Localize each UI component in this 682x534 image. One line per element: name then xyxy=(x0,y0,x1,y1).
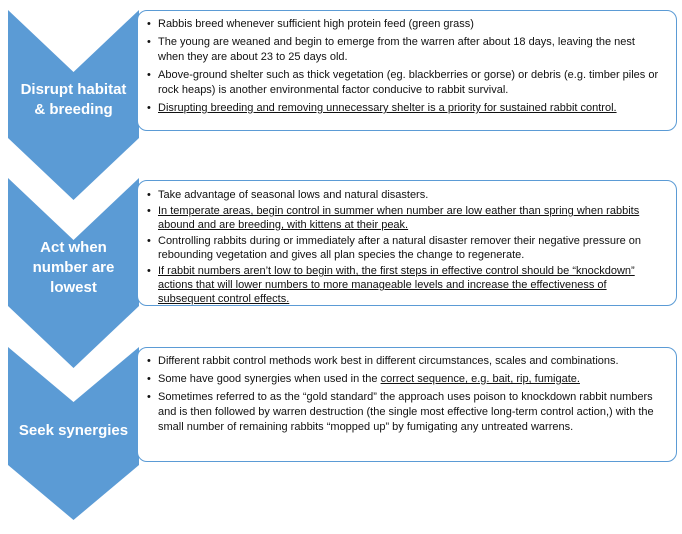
step-3-label: Seek synergies xyxy=(18,422,129,439)
chevron-step-2 xyxy=(8,178,139,368)
step-1-label: Disrupt habitat & breeding xyxy=(20,81,127,118)
bullet-item: • Sometimes referred to as the “gold standard” the approach uses poison to knockdown rabbit numbers and is then followed by warren destruction (the single most effective long-term control action,) with the small number of remaining rabbits “mopped up” by fumigating any untreated warrens. xyxy=(146,390,664,435)
bullet-item: • Some have good synergies when used in the correct sequence, e.g. bait, rip, fumigate. xyxy=(146,372,664,387)
step-3-bullet-list xyxy=(146,354,664,435)
chevron-step-3 xyxy=(8,347,139,520)
step-3-text-box xyxy=(137,347,677,462)
bullet-item: • Above-ground shelter such as thick vegetation (eg. blackberries or gorse) or debris (e.g. timber piles or rock heaps) is another environmental factor conducive to rabbit survival. xyxy=(146,68,664,98)
step-2-text-box xyxy=(137,180,677,306)
step-2-bullet-list xyxy=(146,188,664,306)
bullet-item: • Controlling rabbits during or immediately after a natural disaster remover their negative pressure on rebounding vegetation and gives all plan species the change to regenerate. xyxy=(146,234,664,262)
step-1-bullet-list xyxy=(146,17,664,116)
bullet-item: • Rabbis breed whenever sufficient high protein feed (green grass) xyxy=(146,17,664,32)
bullet-item: • Different rabbit control methods work best in different circumstances, scales and combinations. xyxy=(146,354,664,369)
bullet-item: • Disrupting breeding and removing unnecessary shelter is a priority for sustained rabbit control. xyxy=(146,101,664,116)
bullet-item: • If rabbit numbers aren’t low to begin with, the first steps in effective control should be “knockdown” actions that will lower numbers to more manageable levels and increase the effectiveness of subsequent control effects. xyxy=(146,264,664,306)
bullet-item: • In temperate areas, begin control in summer when number are low eather than spring when rabbits abound and are breeding, with kittens at their peak. xyxy=(146,204,664,232)
step-2-label: Act when number are lowest xyxy=(32,239,115,296)
bullet-item: • The young are weaned and begin to emerge from the warren after about 18 days, leaving the nest when they are about 23 to 25 days old. xyxy=(146,35,664,65)
bullet-item: • Take advantage of seasonal lows and natural disasters. xyxy=(146,188,664,202)
chevron-step-1 xyxy=(8,10,139,200)
step-1-text-box xyxy=(137,10,677,131)
